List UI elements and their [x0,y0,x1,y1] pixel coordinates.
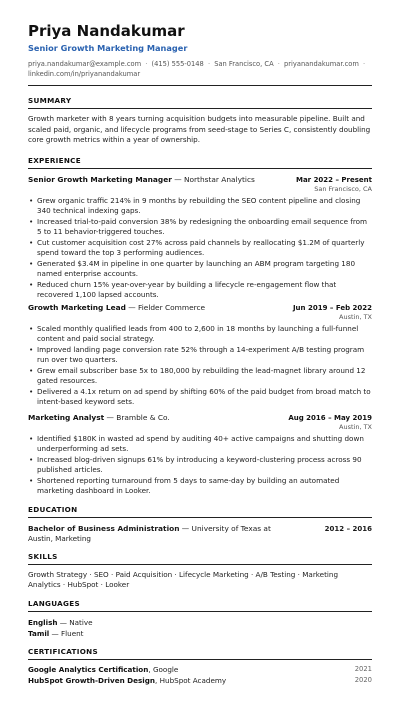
bullet-item: • Cut customer acquisition cost 27% across paid channels by reallocating $1.2M of quarterly spend toward the top 3 performing audiences. [28,238,372,259]
job-dates: Aug 2016 – May 2019 [288,413,372,422]
candidate-name: Priya Nandakumar [28,22,185,40]
certification-item: Google Analytics Certification, Google 2021 [28,664,372,674]
language-item: English — Native [28,617,93,627]
education-degree: Bachelor of Business Administration [28,523,180,533]
bullet-item: • Scaled monthly qualified leads from 400 to 2,600 in 18 months by launching a full-funnel content and paid social strategy. [28,324,372,345]
section-divider [28,564,372,565]
contact-linkedin[interactable]: linkedin.com/in/priyanandakumar [28,70,141,78]
certification-year: 2020 [354,675,372,684]
section-divider [28,659,372,660]
job-role: Marketing Analyst [28,412,105,422]
section-divider [28,517,372,518]
job-bullets [28,324,372,408]
certification-name: HubSpot Growth-Driven Design [28,675,156,685]
job-company: Northstar Analytics [183,174,255,184]
bullet-item: • Improved landing page conversion rate 52% through a 14-experiment A/B testing program run over two quarters. [28,345,372,366]
summary-text: Growth marketer with 8 years turning acquisition budgets into measurable pipeline. Built and scaled paid, organic, and lifecycle programs from seed-stage to Series C, consistently doubling core growth metrics within a year of ownership. [28,114,371,144]
job-header: Growth Marketing Lead — Fielder Commerce Jun 2019 – Feb 2022 [28,302,372,312]
language-level: Fluent [61,628,84,638]
job-company: Fielder Commerce [138,302,206,312]
section-heading-languages: LANGUAGES [28,598,80,608]
skills-list: Growth Strategy · SEO · Paid Acquisition · Lifecycle Marketing · A/B Testing · Marketing Analytics · HubSpot · Looker [28,569,339,589]
section-heading-summary: SUMMARY [28,96,72,105]
job-company: Bramble & Co. [116,412,170,422]
certification-item: HubSpot Growth-Driven Design, HubSpot Academy 2020 [28,675,372,685]
bullet-item: • Shortened reporting turnaround from 5 days to same-day by building an automated marketing dashboard in Looker. [28,476,372,497]
education-school-cont: Austin, Marketing [28,533,91,543]
contact-phone[interactable]: (415) 555-0148 [151,60,204,68]
education-school: University of Texas at [191,523,271,533]
education-dates: 2012 – 2016 [324,524,372,533]
job-bullets [28,434,372,497]
section-divider [28,611,372,612]
certification-issuer: HubSpot Academy [159,675,227,685]
resume-header [28,22,372,79]
language-level: Native [69,617,93,627]
contact-email[interactable]: priya.nandakumar@example.com [28,60,142,68]
bullet-item: • Delivered a 4.1x return on ad spend by shifting 60% of the paid budget from broad match to intent-based keyword sets. [28,387,372,408]
bullet-item: • Increased trial-to-paid conversion 38% by redesigning the onboarding email sequence from 5 to 11 behavior-triggered touches. [28,217,372,238]
section-heading-education: EDUCATION [28,504,78,514]
bullet-item: • Grew organic traffic 214% in 9 months by rebuilding the SEO content pipeline and closing 340 technical indexing gaps. [28,196,372,217]
job-entry [28,413,372,497]
education-entry: Bachelor of Business Administration — University of Texas at 2012 – 2016 [28,523,372,533]
job-dates: Mar 2022 – Present [295,175,372,184]
bullet-item: • Grew email subscriber base 5x to 180,000 by rebuilding the lead-magnet library around 12 gated resources. [28,366,372,387]
section-divider [28,108,372,109]
job-entry [28,303,372,408]
language-name: English [28,617,58,627]
bullet-item: • Generated $3.4M in pipeline in one quarter by launching an ABM program targeting 180 named enterprise accounts. [28,259,372,280]
bullet-item: • Reduced churn 15% year-over-year by building a lifecycle re-engagement flow that recovered 1,100 lapsed accounts. [28,280,372,301]
section-heading-certifications: CERTIFICATIONS [28,646,98,656]
certification-name: Google Analytics Certification [28,664,149,674]
language-item: Tamil — Fluent [28,628,84,638]
job-role: Senior Growth Marketing Manager [28,174,172,184]
job-bullets [28,196,372,301]
job-role: Growth Marketing Lead [28,302,126,312]
job-entry [28,175,372,301]
job-location: Austin, TX [339,312,372,321]
section-divider [28,168,372,169]
certification-issuer: Google [152,664,179,674]
languages-list [28,617,372,639]
job-location: San Francisco, CA [314,184,372,193]
section-heading-skills: SKILLS [28,551,58,561]
bullet-item: • Identified $180K in wasted ad spend by auditing 40+ active campaigns and shutting down underperforming ad sets. [28,434,372,455]
contact-website[interactable]: priyanandakumar.com [284,60,359,68]
certification-year: 2021 [354,664,372,673]
job-header: Senior Growth Marketing Manager — Northstar Analytics Mar 2022 – Present [28,174,372,184]
job-header: Marketing Analyst — Bramble & Co. Aug 2016 – May 2019 [28,412,372,422]
certifications-list [28,664,372,686]
header-divider [28,85,372,86]
bullet-item: • Increased blog-driven signups 61% by introducing a keyword-clustering process across 90 published articles. [28,455,372,476]
job-location: Austin, TX [339,422,372,431]
section-heading-experience: EXPERIENCE [28,155,81,165]
contact-location: San Francisco, CA [214,60,274,68]
contact-line: priya.nandakumar@example.com · (415) 555-0148 · San Francisco, CA · priyanandakumar.com · linkedin.com/in/priyanandakumar [28,60,366,78]
candidate-title: Senior Growth Marketing Manager [28,43,188,53]
language-name: Tamil [28,628,50,638]
job-dates: Jun 2019 – Feb 2022 [292,303,372,312]
